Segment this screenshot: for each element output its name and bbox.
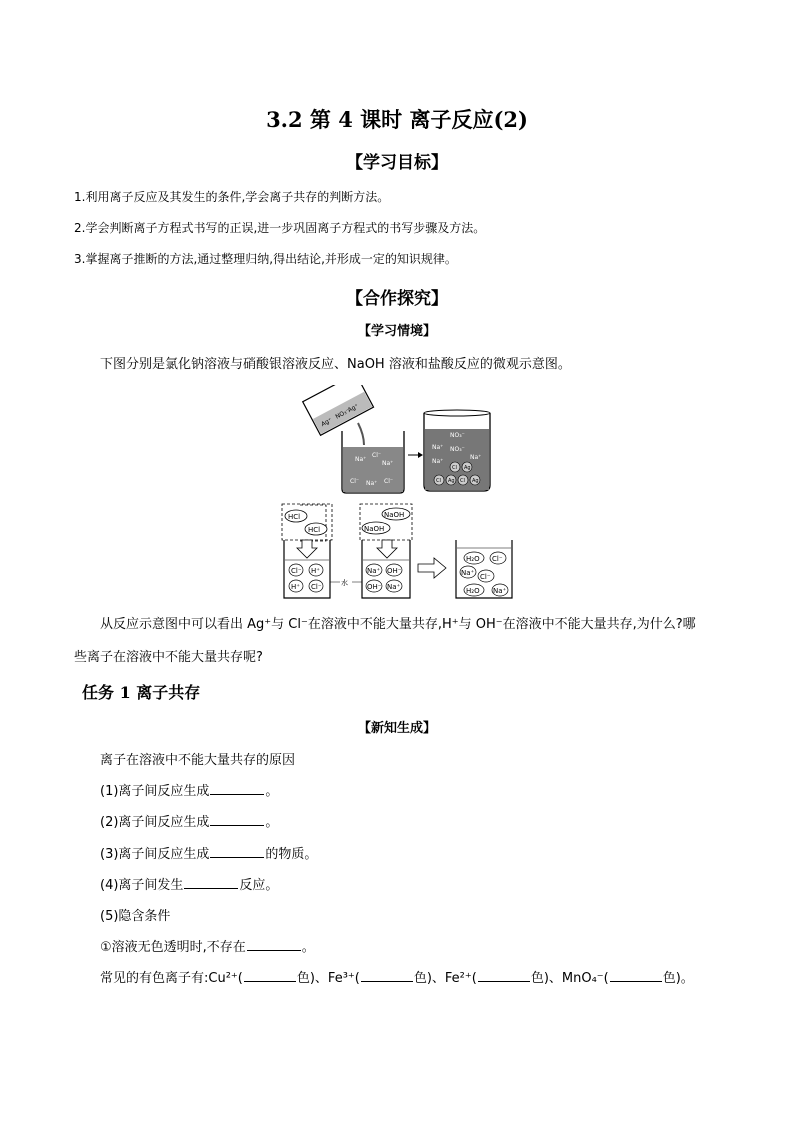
reason-item-3: (3)离子间反应生成 的物质。 <box>100 847 318 862</box>
hidden-condition: (5)隐含条件 <box>100 909 171 924</box>
ion-label: Cl⁻ <box>492 555 503 563</box>
ion-label: OH⁻ <box>387 567 402 575</box>
pour-label: NO₃⁻ <box>334 407 351 421</box>
beaker2-label: Na⁺ <box>470 454 482 461</box>
answer-blank[interactable] <box>210 813 264 826</box>
precip-label: Ag <box>472 478 479 484</box>
precip-label: Cl <box>460 478 465 484</box>
ion-label: Cl⁻ <box>291 567 302 575</box>
reason-item-2: (2)离子间反应生成 。 <box>100 815 279 830</box>
beaker1-label: Cl⁻ <box>350 478 360 485</box>
ion-label: H₂O <box>466 587 480 595</box>
answer-blank[interactable] <box>247 938 301 951</box>
page-title: 3.2 第 4 课时 离子反应(2) <box>266 107 528 132</box>
beaker1-label: Cl⁻ <box>384 478 394 485</box>
ion-label: Na⁺ <box>367 567 381 575</box>
naoh-label: NaOH <box>384 511 405 519</box>
answer-blank[interactable] <box>244 969 296 982</box>
beaker1-label: Na⁺ <box>366 480 378 487</box>
pour-label: Ag⁺ <box>320 416 334 429</box>
situation-heading: 【学习情境】 <box>357 324 436 339</box>
task1-heading: 任务 1 离子共存 <box>82 683 201 702</box>
reason-text: 离子在溶液中不能大量共存的原因 <box>100 753 296 768</box>
precip-label: Cl <box>436 478 441 484</box>
question-line-2: 些离子在溶液中不能大量共存呢? <box>74 650 263 665</box>
cooperation-heading: 【合作探究】 <box>346 289 448 309</box>
answer-blank[interactable] <box>361 969 413 982</box>
ion-label: H₂O <box>466 555 480 563</box>
beaker1-label: Na⁺ <box>355 456 367 463</box>
answer-blank[interactable] <box>210 782 264 795</box>
beaker2-label: NO₃⁻ <box>450 446 465 453</box>
ion-label: Na⁺ <box>493 587 507 595</box>
intro-text: 下图分别是氯化钠溶液与硝酸银溶液反应、NaOH 溶液和盐酸反应的微观示意图。 <box>100 357 571 372</box>
ion-label: Cl⁻ <box>480 573 491 581</box>
beaker2-label: Na⁺ <box>432 458 444 465</box>
beaker1-label: Na⁺ <box>382 460 394 467</box>
precip-label: Ag <box>464 465 471 471</box>
beaker-1 <box>342 431 404 493</box>
hcl-label: HCl <box>288 513 301 521</box>
colorless-condition: ①溶液无色透明时,不存在 。 <box>100 940 315 955</box>
pouring-beaker <box>303 385 374 435</box>
answer-blank[interactable] <box>184 876 238 889</box>
water-label: 水 <box>341 579 348 587</box>
beaker2-label: NO₃⁻ <box>450 432 465 439</box>
precip-label: Ag <box>448 478 455 484</box>
answer-blank[interactable] <box>610 969 662 982</box>
answer-blank[interactable] <box>210 845 264 858</box>
neutralization-diagram <box>278 502 538 602</box>
reason-item-4: (4)离子间发生 反应。 <box>100 878 279 893</box>
answer-blank[interactable] <box>478 969 530 982</box>
beaker-2 <box>424 410 490 491</box>
ion-label: OH⁻ <box>367 583 382 591</box>
precip-label: Cl <box>452 465 457 471</box>
objective-item: 2.学会判断离子方程式书写的正误,进一步巩固离子方程式的书写步骤及方法。 <box>74 221 486 235</box>
objective-item: 3.掌握离子推断的方法,通过整理归纳,得出结论,并形成一定的知识规律。 <box>74 252 457 266</box>
objectives-heading: 【学习目标】 <box>346 153 448 173</box>
ion-label: Cl⁻ <box>311 583 322 591</box>
question-line-1: 从反应示意图中可以看出 Ag⁺与 Cl⁻在溶液中不能大量共存,H⁺与 OH⁻在溶液中不能大量共存,为什么?哪 <box>100 617 696 632</box>
reason-item-1: (1)离子间反应生成 。 <box>100 784 279 799</box>
naoh-label: NaOH <box>364 525 385 533</box>
pour-label: Ag⁺ <box>346 402 360 415</box>
ion-label: H⁺ <box>311 567 320 575</box>
objective-item: 1.利用离子反应及其发生的条件,学会离子共存的判断方法。 <box>74 190 390 204</box>
beaker2-label: Na⁺ <box>432 444 444 451</box>
colored-ions: 常见的有色离子有:Cu²⁺( 色)、Fe³⁺( 色)、Fe²⁺( 色)、MnO₄⁻( 色)。 <box>100 971 694 986</box>
hcl-label: HCl <box>308 526 321 534</box>
ion-label: Na⁺ <box>387 583 401 591</box>
ion-label: H⁺ <box>291 583 300 591</box>
new-knowledge-heading: 【新知生成】 <box>357 721 436 736</box>
beaker1-label: Cl⁻ <box>372 452 382 459</box>
ion-label: Na⁺ <box>461 569 475 577</box>
